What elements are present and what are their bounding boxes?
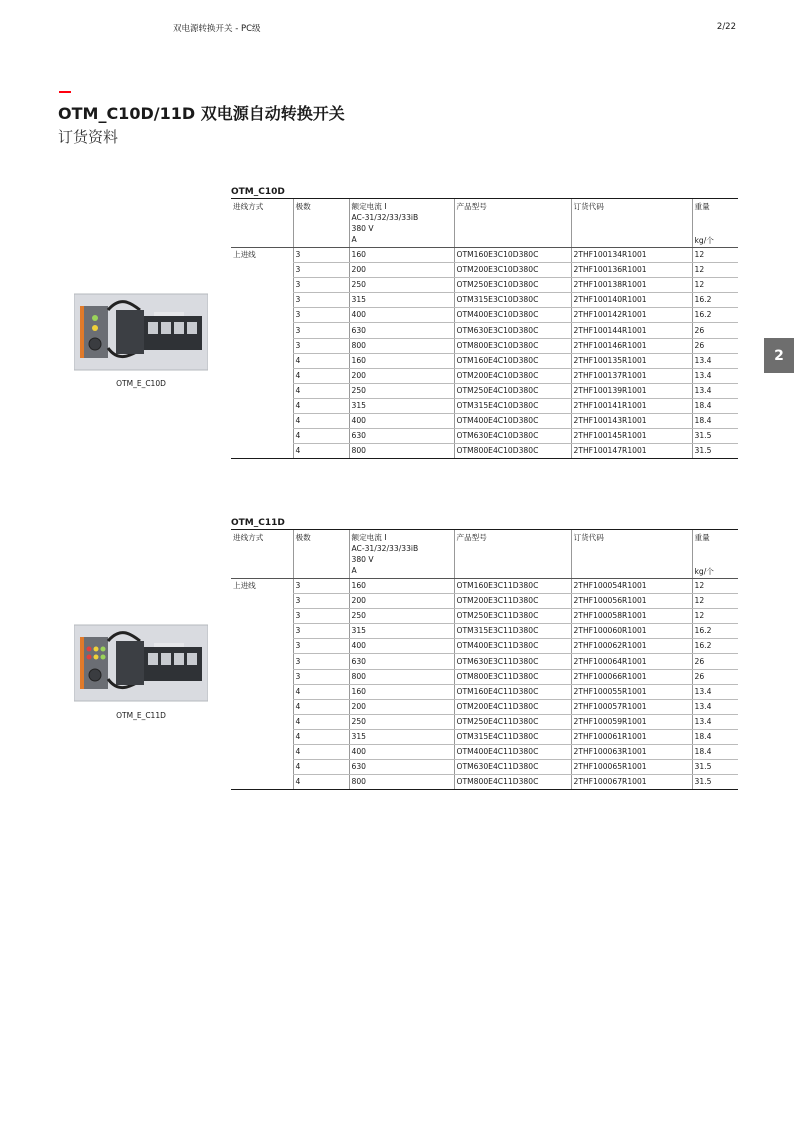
cell-current: 200: [349, 263, 454, 278]
cell-poles: 3: [293, 654, 349, 669]
cell-mode: [231, 444, 293, 459]
cell-weight: 18.4: [692, 745, 738, 760]
cell-type: OTM250E3C11D380C: [454, 609, 571, 624]
cell-poles: 4: [293, 429, 349, 444]
col-header-weight: [692, 530, 738, 579]
cell-mode: 上进线: [233, 581, 256, 591]
cell-type: OTM400E3C10D380C: [454, 308, 571, 323]
cell-type: OTM250E4C10D380C: [454, 383, 571, 398]
cell-poles: 4: [293, 745, 349, 760]
cell-code: 2THF100144R1001: [571, 323, 692, 338]
cell-mode: [231, 669, 293, 684]
cell-poles: 3: [293, 609, 349, 624]
cell-code: 2THF100135R1001: [571, 353, 692, 368]
cell-type: OTM630E4C11D380C: [454, 760, 571, 775]
col-header-weight: [692, 199, 738, 248]
cell-mode: [231, 714, 293, 729]
cell-current: 200: [349, 368, 454, 383]
cell-poles: 3: [293, 579, 349, 594]
cell-code: 2THF100065R1001: [571, 760, 692, 775]
cell-code: 2THF100143R1001: [571, 414, 692, 429]
cell-weight: 18.4: [692, 398, 738, 413]
cell-current: 400: [349, 414, 454, 429]
cell-poles: 3: [293, 278, 349, 293]
cell-weight: 12: [692, 594, 738, 609]
cell-type: OTM400E3C11D380C: [454, 639, 571, 654]
cell-type: OTM400E4C11D380C: [454, 745, 571, 760]
cell-mode: [231, 654, 293, 669]
cell-weight: 31.5: [692, 760, 738, 775]
table-row: [231, 760, 738, 775]
cell-poles: 3: [293, 323, 349, 338]
cell-code: 2THF100142R1001: [571, 308, 692, 323]
cell-poles: 3: [293, 293, 349, 308]
table-row: [231, 278, 738, 293]
col-header-type: 产品型号: [454, 199, 571, 248]
cell-type: OTM200E3C10D380C: [454, 263, 571, 278]
cell-current: 250: [349, 609, 454, 624]
cell-mode: [231, 429, 293, 444]
weight-unit: kg/个: [694, 236, 714, 245]
cell-current: 630: [349, 654, 454, 669]
cell-code: 2THF100063R1001: [571, 745, 692, 760]
cell-poles: 4: [293, 699, 349, 714]
cell-mode: [231, 323, 293, 338]
cell-type: OTM315E4C10D380C: [454, 398, 571, 413]
col-header-poles: 极数: [293, 530, 349, 579]
cell-code: 2THF100139R1001: [571, 383, 692, 398]
cell-code: 2THF100058R1001: [571, 609, 692, 624]
cell-code: 2THF100061R1001: [571, 729, 692, 744]
cell-weight: 12: [692, 579, 738, 594]
cell-current: 630: [349, 760, 454, 775]
cell-weight: 12: [692, 263, 738, 278]
cell-current: 400: [349, 639, 454, 654]
table-row: [231, 444, 738, 459]
cell-weight: 13.4: [692, 353, 738, 368]
cell-type: OTM200E4C10D380C: [454, 368, 571, 383]
cell-weight: 13.4: [692, 368, 738, 383]
cell-poles: 4: [293, 760, 349, 775]
cell-type: OTM160E3C10D380C: [454, 248, 571, 263]
product-image-c11d: [74, 623, 208, 703]
cell-current: 200: [349, 699, 454, 714]
cell-code: 2THF100146R1001: [571, 338, 692, 353]
cell-mode: [231, 745, 293, 760]
cell-type: OTM250E3C10D380C: [454, 278, 571, 293]
cell-weight: 16.2: [692, 293, 738, 308]
cell-current: 800: [349, 775, 454, 790]
current-line: 380 V: [351, 555, 374, 564]
table-row: [231, 263, 738, 278]
cell-poles: 4: [293, 383, 349, 398]
cell-weight: 13.4: [692, 383, 738, 398]
cell-code: 2THF100067R1001: [571, 775, 692, 790]
cell-code: 2THF100055R1001: [571, 684, 692, 699]
table-row: [231, 368, 738, 383]
page-subtitle: 订货资料: [58, 128, 119, 146]
current-line: AC-31/32/33/33iB: [351, 213, 419, 222]
cell-type: OTM200E4C11D380C: [454, 699, 571, 714]
cell-mode: [231, 308, 293, 323]
cell-code: 2THF100064R1001: [571, 654, 692, 669]
cell-weight: 12: [692, 248, 738, 263]
table-row: [231, 414, 738, 429]
cell-type: OTM400E4C10D380C: [454, 414, 571, 429]
cell-mode: [231, 775, 293, 790]
cell-code: 2THF100134R1001: [571, 248, 692, 263]
table-row: [231, 714, 738, 729]
cell-code: 2THF100066R1001: [571, 669, 692, 684]
cell-current: 250: [349, 714, 454, 729]
table-row: [231, 383, 738, 398]
cell-mode: [231, 398, 293, 413]
cell-type: OTM315E3C10D380C: [454, 293, 571, 308]
cell-mode: [231, 338, 293, 353]
col-header-current: [349, 199, 454, 248]
current-line: 额定电流 I: [351, 533, 387, 542]
table-row: [231, 745, 738, 760]
cell-weight: 31.5: [692, 775, 738, 790]
table-row: [231, 323, 738, 338]
cell-current: 315: [349, 293, 454, 308]
section-title: OTM_C11D: [231, 517, 738, 530]
table-header-row: [231, 199, 738, 248]
col-header-type: 产品型号: [454, 530, 571, 579]
cell-weight: 13.4: [692, 714, 738, 729]
cell-mode: 上进线: [233, 250, 256, 260]
cell-poles: 3: [293, 624, 349, 639]
product-caption-c11d: OTM_E_C11D: [116, 711, 166, 720]
cell-current: 800: [349, 669, 454, 684]
page-title: OTM_C10D/11D 双电源自动转换开关: [58, 104, 345, 123]
cell-code: 2THF100140R1001: [571, 293, 692, 308]
table-row: [231, 594, 738, 609]
current-line: 380 V: [351, 224, 374, 233]
cell-weight: 31.5: [692, 444, 738, 459]
cell-current: 200: [349, 594, 454, 609]
table-row: [231, 398, 738, 413]
cell-type: OTM160E4C11D380C: [454, 684, 571, 699]
weight-label: 重量: [694, 202, 710, 211]
table-header-row: [231, 530, 738, 579]
table-row: [231, 639, 738, 654]
ordering-table: [231, 530, 738, 790]
table-row: [231, 353, 738, 368]
cell-weight: 16.2: [692, 639, 738, 654]
cell-mode: [231, 684, 293, 699]
cell-weight: 12: [692, 609, 738, 624]
cell-code: 2THF100056R1001: [571, 594, 692, 609]
cell-weight: 12: [692, 278, 738, 293]
table-row: [231, 684, 738, 699]
cell-type: OTM800E4C10D380C: [454, 444, 571, 459]
cell-code: 2THF100062R1001: [571, 639, 692, 654]
current-line: A: [351, 235, 357, 244]
table-row: [231, 624, 738, 639]
cell-code: 2THF100145R1001: [571, 429, 692, 444]
cell-type: OTM315E3C11D380C: [454, 624, 571, 639]
cell-current: 160: [349, 248, 454, 263]
col-header-poles: 极数: [293, 199, 349, 248]
cell-current: 800: [349, 338, 454, 353]
cell-current: 160: [349, 684, 454, 699]
cell-code: 2THF100054R1001: [571, 579, 692, 594]
cell-poles: 3: [293, 263, 349, 278]
col-header-code: 订货代码: [571, 199, 692, 248]
cell-poles: 4: [293, 414, 349, 429]
cell-type: OTM800E3C10D380C: [454, 338, 571, 353]
cell-code: 2THF100060R1001: [571, 624, 692, 639]
cell-weight: 16.2: [692, 308, 738, 323]
cell-poles: 3: [293, 248, 349, 263]
cell-poles: 3: [293, 308, 349, 323]
cell-type: OTM630E3C11D380C: [454, 654, 571, 669]
cell-type: OTM800E3C11D380C: [454, 669, 571, 684]
cell-poles: 4: [293, 398, 349, 413]
chapter-tab: 2: [764, 338, 794, 373]
table-row: [231, 699, 738, 714]
cell-current: 400: [349, 308, 454, 323]
product-caption-c10d: OTM_E_C10D: [116, 379, 166, 388]
cell-poles: 3: [293, 639, 349, 654]
cell-current: 800: [349, 444, 454, 459]
cell-type: OTM315E4C11D380C: [454, 729, 571, 744]
ordering-table: [231, 199, 738, 459]
table-row: [231, 729, 738, 744]
table-row: [231, 248, 738, 263]
weight-unit: kg/个: [694, 567, 714, 576]
cell-weight: 26: [692, 338, 738, 353]
table-row: [231, 338, 738, 353]
cell-poles: 4: [293, 368, 349, 383]
cell-mode: [231, 699, 293, 714]
cell-code: 2THF100137R1001: [571, 368, 692, 383]
cell-code: 2THF100147R1001: [571, 444, 692, 459]
cell-mode: [231, 368, 293, 383]
cell-current: 250: [349, 383, 454, 398]
table-row: [231, 669, 738, 684]
cell-mode: [231, 293, 293, 308]
cell-type: OTM200E3C11D380C: [454, 594, 571, 609]
cell-type: OTM630E3C10D380C: [454, 323, 571, 338]
cell-mode: [231, 729, 293, 744]
cell-current: 315: [349, 624, 454, 639]
col-header-code: 订货代码: [571, 530, 692, 579]
product-image-c10d: [74, 292, 208, 372]
cell-code: 2THF100136R1001: [571, 263, 692, 278]
cell-current: 630: [349, 323, 454, 338]
cell-code: 2THF100057R1001: [571, 699, 692, 714]
cell-current: 630: [349, 429, 454, 444]
cell-mode: [231, 760, 293, 775]
table-row: [231, 308, 738, 323]
cell-weight: 26: [692, 669, 738, 684]
cell-current: 160: [349, 579, 454, 594]
cell-current: 315: [349, 729, 454, 744]
cell-mode: [231, 353, 293, 368]
cell-poles: 4: [293, 775, 349, 790]
cell-weight: 31.5: [692, 429, 738, 444]
cell-weight: 26: [692, 323, 738, 338]
cell-poles: 3: [293, 669, 349, 684]
cell-weight: 18.4: [692, 729, 738, 744]
section-title: OTM_C10D: [231, 186, 738, 199]
cell-poles: 3: [293, 594, 349, 609]
cell-type: OTM160E3C11D380C: [454, 579, 571, 594]
cell-mode: [231, 639, 293, 654]
cell-type: OTM800E4C11D380C: [454, 775, 571, 790]
col-header-mode: 进线方式: [231, 530, 293, 579]
current-line: 额定电流 I: [351, 202, 387, 211]
cell-mode: [231, 263, 293, 278]
cell-poles: 4: [293, 684, 349, 699]
cell-poles: 4: [293, 714, 349, 729]
table-row: [231, 293, 738, 308]
cell-current: 250: [349, 278, 454, 293]
cell-weight: 16.2: [692, 624, 738, 639]
weight-label: 重量: [694, 533, 710, 542]
cell-code: 2THF100138R1001: [571, 278, 692, 293]
cell-type: OTM250E4C11D380C: [454, 714, 571, 729]
table-row: [231, 429, 738, 444]
cell-mode: [231, 624, 293, 639]
ordering-section-c11d: [231, 517, 738, 790]
cell-poles: 4: [293, 444, 349, 459]
col-header-mode: 进线方式: [231, 199, 293, 248]
cell-type: OTM160E4C10D380C: [454, 353, 571, 368]
current-line: A: [351, 566, 357, 575]
page-number: 2/22: [716, 22, 736, 32]
cell-mode: [231, 609, 293, 624]
cell-mode: [231, 383, 293, 398]
cell-poles: 4: [293, 729, 349, 744]
table-body: [231, 248, 738, 459]
cell-current: 160: [349, 353, 454, 368]
table-row: [231, 609, 738, 624]
table-body: [231, 579, 738, 790]
cell-weight: 26: [692, 654, 738, 669]
cell-weight: 18.4: [692, 414, 738, 429]
cell-weight: 13.4: [692, 699, 738, 714]
col-header-current: [349, 530, 454, 579]
cell-type: OTM630E4C10D380C: [454, 429, 571, 444]
title-accent-bar: [59, 91, 71, 93]
cell-poles: 3: [293, 338, 349, 353]
cell-mode: [231, 414, 293, 429]
cell-weight: 13.4: [692, 684, 738, 699]
cell-code: 2THF100059R1001: [571, 714, 692, 729]
cell-poles: 4: [293, 353, 349, 368]
cell-mode: [231, 278, 293, 293]
running-header-title: 双电源转换开关 - PC级: [173, 24, 261, 34]
cell-current: 400: [349, 745, 454, 760]
table-row: [231, 775, 738, 790]
table-row: [231, 579, 738, 594]
cell-mode: [231, 594, 293, 609]
cell-current: 315: [349, 398, 454, 413]
cell-code: 2THF100141R1001: [571, 398, 692, 413]
current-line: AC-31/32/33/33iB: [351, 544, 419, 553]
table-row: [231, 654, 738, 669]
ordering-section-c10d: [231, 186, 738, 459]
